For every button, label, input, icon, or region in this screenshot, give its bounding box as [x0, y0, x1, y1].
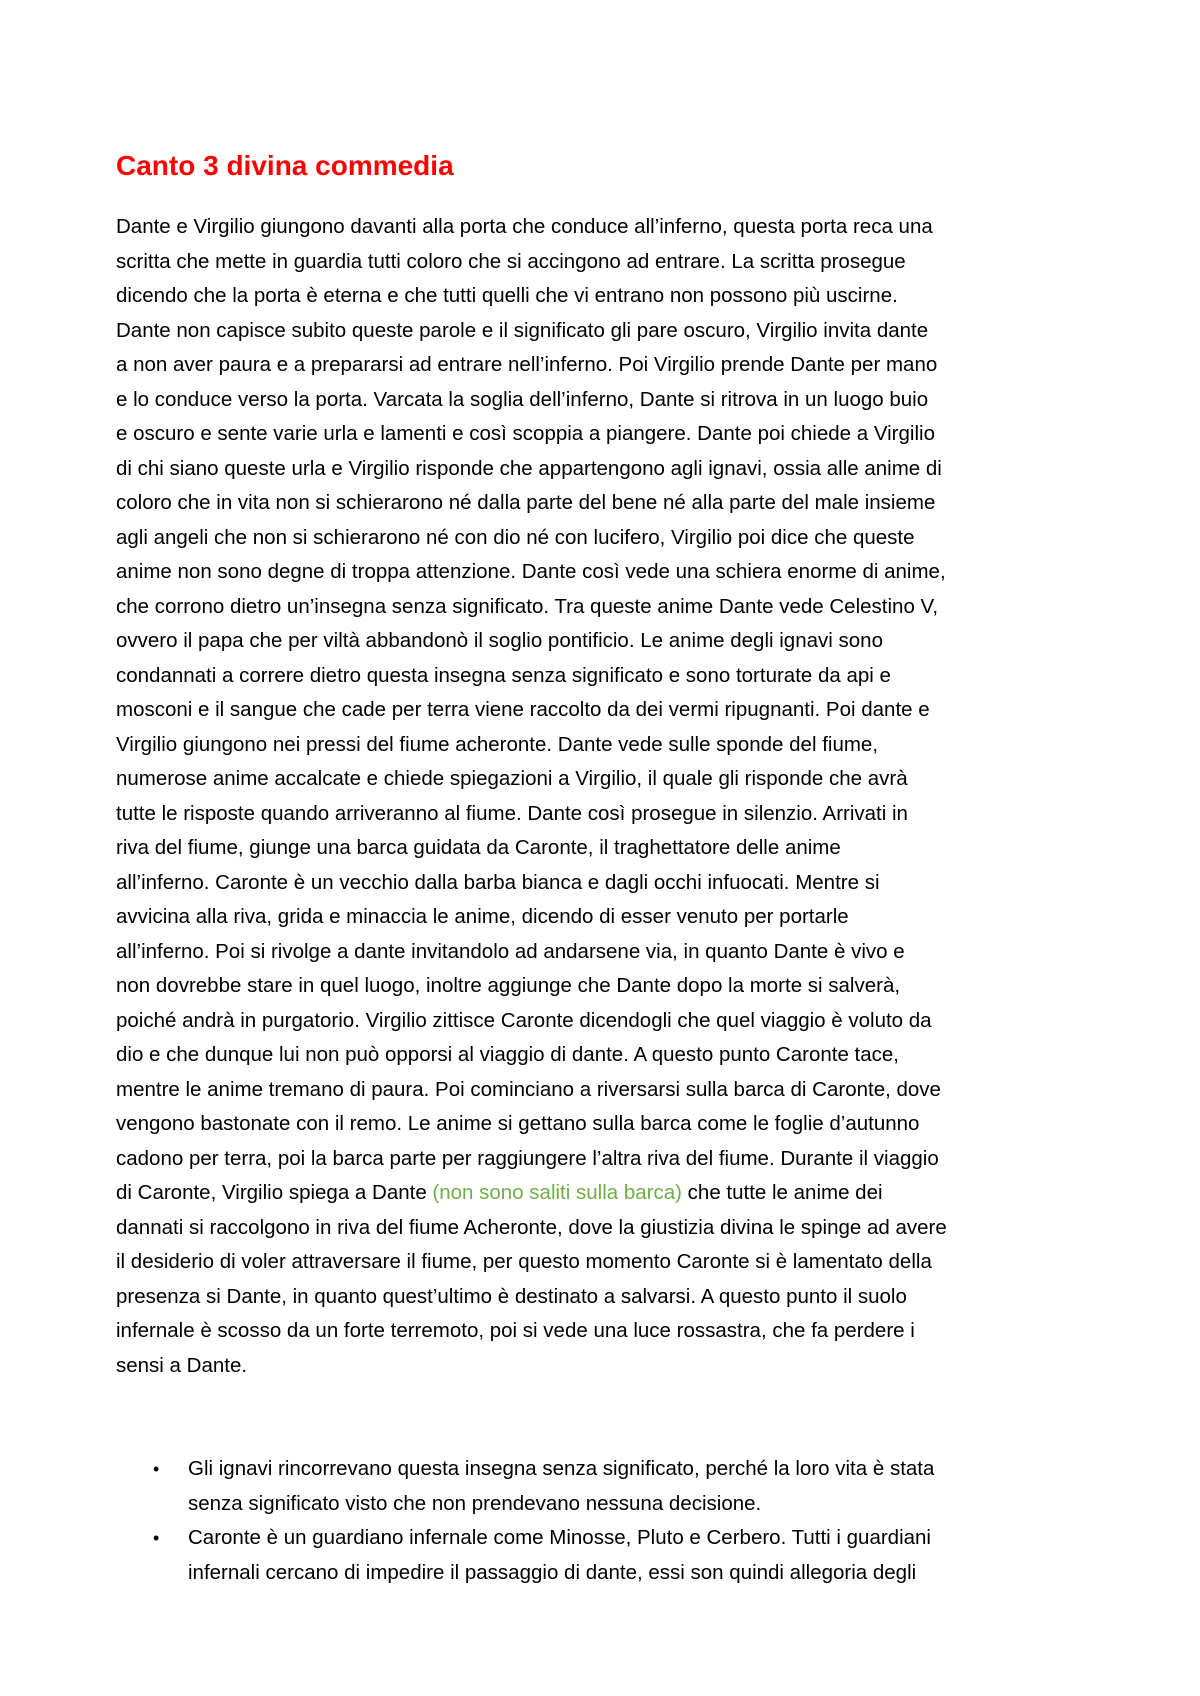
- paragraph-line: dicendo che la porta è eterna e che tutti quelli che vi entrano non possono più uscirne.: [116, 284, 898, 307]
- paragraph-line: Dante non capisce subito queste parole e il significato gli pare oscuro, Virgilio invita dante: [116, 318, 929, 342]
- paragraph-line: scritta che mette in guardia tutti coloro che si accingono ad entrare. La scritta prosegue: [116, 249, 906, 273]
- paragraph-line: avvicina alla riva, grida e minaccia le anime, dicendo di esser venuto per portarle: [116, 905, 849, 928]
- paragraph-line-highlighted: [116, 1176, 1096, 1211]
- text-segment: che tutte le anime dei: [681, 1181, 883, 1204]
- highlighted-note: (non sono saliti sulla barca): [432, 1181, 682, 1204]
- paragraph-line: non dovrebbe stare in quel luogo, inoltre aggiunge che Dante dopo la morte si salverà,: [116, 974, 901, 997]
- text-segment: di Caronte, Virgilio spiega a Dante: [116, 1181, 433, 1204]
- bullet-item: [116, 1521, 1096, 1590]
- paragraph-line: numerose anime accalcate e chiede spiegazioni a Virgilio, il quale gli risponde che avrà: [116, 767, 908, 790]
- paragraph-line: ovvero il papa che per viltà abbandonò il soglio pontificio. Le anime degli ignavi sono: [116, 629, 883, 652]
- paragraph-line: di chi siano queste urla e Virgilio risponde che appartengono agli ignavi, ossia alle anime di: [116, 456, 942, 480]
- paragraph-line: Dante e Virgilio giungono davanti alla porta che conduce all’inferno, questa porta reca una: [116, 215, 933, 238]
- bullet-list: [116, 1452, 1096, 1590]
- paragraph-line: coloro che in vita non si schierarono né dalla parte del bene né alla parte del male insieme: [116, 491, 936, 514]
- bullet-item: [116, 1452, 1096, 1521]
- paragraph-line: riva del fiume, giunge una barca guidata da Caronte, il traghettatore delle anime: [116, 836, 841, 859]
- paragraph-line: cadono per terra, poi la barca parte per raggiungere l’altra riva del fiume. Durante il viaggio: [116, 1146, 939, 1170]
- paragraph-line: poiché andrà in purgatorio. Virgilio zittisce Caronte dicendogli che quel viaggio è voluto da: [116, 1008, 932, 1032]
- paragraph-line: che corrono dietro un’insegna senza significato. Tra queste anime Dante vede Celestino V,: [116, 594, 939, 618]
- paragraph-line: agli angeli che non si schierarono né con dio né con lucifero, Virgilio poi dice che queste: [116, 525, 915, 549]
- paragraph-line: dio e che dunque lui non può opporsi al viaggio di dante. A questo punto Caronte tace,: [116, 1043, 900, 1066]
- paragraph-line: dannati si raccolgono in riva del fiume Acheronte, dove la giustizia divina le spinge ad avere: [116, 1215, 947, 1239]
- paragraph-line: Virgilio giungono nei pressi del fiume acheronte. Dante vede sulle sponde del fiume,: [116, 732, 879, 756]
- bullet-dot-icon: •: [153, 1459, 160, 1479]
- paragraph-line: all’inferno. Caronte è un vecchio dalla barba bianca e dagli occhi infuocati. Mentre si: [116, 870, 880, 894]
- paragraph-line: e lo conduce verso la porta. Varcata la soglia dell’inferno, Dante si ritrova in un luogo buio: [116, 387, 929, 411]
- paragraph-line: anime non sono degne di troppa attenzione. Dante così vede una schiera enorme di anime,: [116, 560, 946, 583]
- bullet-line: infernali cercano di impedire il passaggio di dante, essi son quindi allegoria degli: [188, 1560, 917, 1584]
- paragraph-line: vengono bastonate con il remo. Le anime si gettano sulla barca come le foglie d’autunno: [116, 1112, 920, 1135]
- paragraph-line: tutte le risposte quando arriveranno al fiume. Dante così prosegue in silenzio. Arrivati in: [116, 801, 908, 825]
- paragraph-line: condannati a correre dietro questa insegna senza significato e sono torturate da api e: [116, 663, 891, 687]
- bullet-dot-icon: •: [153, 1528, 160, 1548]
- paragraph-main: [116, 210, 1096, 1176]
- paragraph-end: [116, 1211, 1096, 1384]
- document-title: Canto 3 divina commedia: [116, 150, 454, 181]
- paragraph-line: a non aver paura e a prepararsi ad entrare nell’inferno. Poi Virgilio prende Dante per mano: [116, 353, 938, 376]
- bullet-line: senza significato visto che non prendevano nessuna decisione.: [188, 1491, 762, 1515]
- paragraph-line: il desiderio di voler attraversare il fiume, per questo momento Caronte si è lamentato della: [116, 1250, 932, 1273]
- paragraph-line: infernale è scosso da un forte terremoto, poi si vede una luce rossastra, che fa perdere i: [116, 1319, 915, 1342]
- paragraph-line: all’inferno. Poi si rivolge a dante invitandolo ad andarsene via, in quanto Dante è vivo e: [116, 939, 905, 963]
- body-paragraph: [116, 210, 1096, 1383]
- paragraph-line: e oscuro e sente varie urla e lamenti e così scoppia a piangere. Dante poi chiede a Virgilio: [116, 422, 935, 445]
- paragraph-line: sensi a Dante.: [116, 1353, 248, 1377]
- paragraph-line: mentre le anime tremano di paura. Poi cominciano a riversarsi sulla barca di Caronte, dove: [116, 1077, 941, 1101]
- bullet-line: Gli ignavi rincorrevano questa insegna senza significato, perché la loro vita è stata: [188, 1457, 935, 1480]
- bullet-line: Caronte è un guardiano infernale come Minosse, Pluto e Cerbero. Tutti i guardiani: [188, 1526, 931, 1549]
- paragraph-line: mosconi e il sangue che cade per terra viene raccolto da dei vermi ripugnanti. Poi dante e: [116, 698, 930, 721]
- paragraph-line: presenza si Dante, in quanto quest’ultimo è destinato a salvarsi. A questo punto il suolo: [116, 1284, 907, 1308]
